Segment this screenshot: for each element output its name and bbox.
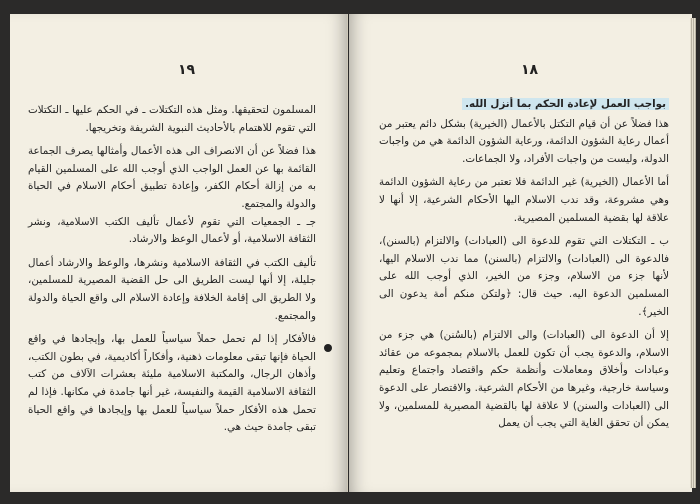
paragraph: فالأفكار إذا لم تحمل حملاً سياسياً للعمل بها، وإيجادها في واقع الحياة فإنها تبقى معلومات ذهنية، وأفكاراً أكاديمية، في بطون الكتب، وأذهان الرجال، والمكتبة الاسلامية مليئة بعشرات الآلاف من كتب الثقافة الاسلامية القيمة والنفيسة، غير أنها جامدة في مكانها. فإذا لم تحمل هذه الأفكار حملاً سياسياً للعمل بها وإيجادها في واقع الحياة تبقى جامدة حيث هي.: [28, 333, 316, 434]
right-page: [349, 14, 692, 492]
paragraph: إلا أن الدعوة الى (العبادات) والى الالتزام (بالسُنن) هي جزء من الاسلام، والدعوة يجب أن تكون للعمل بالاسلام بمجموعه من عقائد وعبادات وأخلاق ومعاملات وأنظمة حكم واقتصاد واجتماع وتعليم وسياسة خارجية، وغيرها من الأحكام الشرعية. والاقتصار على الدعوة الى (العبادات والسنن) لا علاقة لها بالقضية المصيرية للمسلمين، ولا يمكن أن تحقق الغاية التي يجب أن يعمل: [379, 329, 669, 430]
page-number: ١٩: [178, 62, 196, 78]
section-c-paragraph: جـ ـ الجمعيات التي تقوم لأعمال تأليف الكتب الاسلامية، ونشر الثقافة الاسلامية، أو لأعمال الوعظ والارشاد.: [28, 215, 316, 246]
highlighted-line: [379, 96, 669, 114]
paragraph: المسلمون لتحقيقها. ومثل هذه التكتلات ـ في الحكم عليها ـ التكتلات التي تقوم للاهتمام بالأحاديث النبوية الشريفة وتخريجها.: [28, 104, 316, 134]
paragraph: أما الأعمال (الخيرية) غير الدائمة فلا تعتبر من رعاية الشؤون الدائمة وهي مشروعة، وقد ندب الاسلام اليها الأحكام الشرعية، إلا أنها لا علاقة لها بقضية المسلمين المصيرية.: [379, 176, 669, 224]
paragraph: هذا فضلاً عن أن الانصراف الى هذه الأعمال وأمثالها يصرف الجماعة القائمة بها عن العمل الواجب الذي أوجب الله على المسلمين القيام به من إزالة أحكام الكفر، وإعادة تطبيق أحكام الاسلام في الحياة والدولة والمجتمع.: [28, 145, 316, 210]
section-b-paragraph: ب ـ التكتلات التي تقوم للدعوة الى (العبادات) والالتزام (بالسنن)، فالدعوة الى (العبادات) والالتزام (بالسنن) مما ندب الاسلام اليها، لأنها جزء من الاسلام، وجزء من الخير، الذي أوجب الله على المسلمين الدعوة اليه. حيث قال: ﴿ولتكن منكم أمة يدعون الى الخير﴾.: [379, 235, 669, 318]
bullet-dot: [324, 344, 332, 352]
paragraph: هذا فضلاً عن أن قيام التكتل بالأعمال (الخيرية) بشكل دائم يعتبر من أعمال رعاية الشؤون الدائمة، ورعاية الشؤون الدائمة هي من واجبات الدولة، وليست من واجبات الأفراد، ولا الجماعات.: [379, 117, 669, 165]
page-body: [379, 96, 669, 433]
page-body: [28, 102, 316, 437]
highlight: بواجب العمل لإعادة الحكم بما أنزل الله.: [462, 98, 669, 110]
page-edges: [690, 18, 696, 488]
page-number: ١٨: [521, 62, 539, 78]
left-page: [10, 14, 348, 492]
paragraph: تأليف الكتب في الثقافة الاسلامية ونشرها، والوعظ والارشاد أعمال جليلة، إلا أنها ليست الطريق الى حل القضية المصيرية للمسلمين، ولا الطريق الى إقامة الخلافة وإعادة الاسلام الى واقع الحياة والدولة والمجتمع.: [28, 256, 316, 322]
